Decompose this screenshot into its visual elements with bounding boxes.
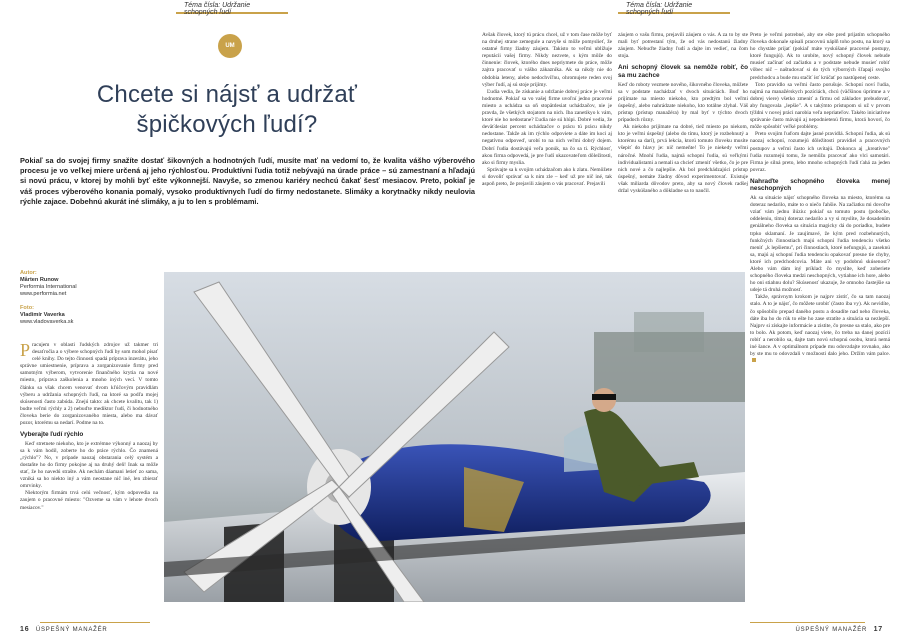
article-credits xyxy=(20,270,160,326)
magazine-logo-badge: UM xyxy=(218,34,242,58)
body-paragraph: Ak niekoho prijímate na dobré, tiež miesto po niekom, kto je veľmi úspešný (alebo do tímu, ktorý je rozbehnutý a ktorému sa darí), prvá lekcia, ktorú tomuto človeku musíte všepiť do hlavy je: nič nemeňte! To je niekedy veľmi náročné. Mnohí ľudia, najmä schopní ľudia, sú veľkými individualistami a nemali sa chcieť zmeniť všetko, čo je pre nich nové a čo najlepšie. Ak bol predchádzajúci prístup úspešný, nemáte žiadny dôvod experimentovať. Existuje však miliarda dôvodov preto, aby sa nový človek radšej držal vyskúšaného a dôkladne sa to naučil. xyxy=(618,124,748,194)
subheading-no-free-hand: Ani schopný človek sa nemôže robiť, čo sa mu zachce xyxy=(618,64,748,79)
body-paragraph: Toto pravidlo sa veľmi často porušuje. Schopní noví ľudia, najmä na manažérskych pozíciách, chcú (väčšinou úprimne a v dobrej viere) všetko zmeniť a firmu od základov prebudovať, aby fungovala „lepšie". A s takýmto prístupom si už v prvom týždni v novej práci narobia veľa nepriateľov. Takéto iniciatívne správanie často mávajú aj nepodnietenú firmu, ktorá hovorí, čo môže spôsobiť veľké problémy. xyxy=(750,81,890,131)
body-paragraph: Keď do roboty vezmete nového, šikovného človeka, môžete sa v podstate nachádzať v dvoch situáciách. Buď ho prijímate na miesto niekoho, kto predtým bol veľmi úspešný, alebo nahrádzate niekoho, kto totálne zlyhal. Váš prístup (prístup manažéra) by mal byť v týchto dvoch prípadoch rôzny. xyxy=(618,81,748,124)
body-paragraph: Preto svojim ľuďom dajte jasné pravidlá. Schopní ľudia, ak sú naozaj schopní, rozumejú dôležitosti pravidiel a pracovných postupov a veľmi často ich uvítajú. Dokonca aj „kreatívne" ľudia rozumejú tomu, že nemôžu pracovať ako vlci samotári. Firma je silná preto, lebo mnoho schopných ľudí ťahá za jeden povraz. xyxy=(750,131,890,173)
author-web: www.performia.net xyxy=(20,291,67,297)
header-topic-tag-right: Téma čísla: Udržanie schopných ľudí xyxy=(618,0,730,14)
page-number-right: 17 xyxy=(873,626,883,633)
body-paragraph: Preto je veľmi potrebné, aby ste ešte pred prijatím schopného človeka dokonale spísali pracovnú náplň toho postu, na ktorý sa ho chystáte prijať (pokiaľ máte vyskúšané pracovné postupy, ktoré fungujú). Ak to urobíte, nový schopný človek nebude musieť začínať od začiatku a v podstate nebude musieť robiť vôbec nič – naštudovať si do tých výborných šľapají svojho predchodcu a bude mu stačiť ísť krúčať po nastúpenej ceste. xyxy=(750,32,890,81)
magazine-name-left: ÚSPEŠNÝ MANAŽÉR xyxy=(35,627,108,633)
magazine-name-right: ÚSPEŠNÝ MANAŽÉR xyxy=(795,627,868,633)
footer-left xyxy=(16,626,108,633)
article-column-1 xyxy=(20,342,158,614)
photographer-web: www.vladovaverka.sk xyxy=(20,319,74,325)
body-paragraph: Keď stretnete niekoho, kto je extrémne výkonný a naozaj by sa k vám hodil, zoberte ho do práce rýchlo. Čo znamená „rýchlo"? No, v prípade naozaj obstarania celý systém a dostaňte ho do firmy pokojne aj na druhý deň! Inak sa môže stať, že ho navedú strašte. Ak nechám dáamani letieť zo sama, vzniká sa ho niekto iný a vám neostane nič iné, len zbierať omrvinky. xyxy=(20,440,158,490)
body-paragraph: Ľudia vedia, že získanie a udržanie dobrej práce je veľmi hodnotné. Pokiaľ sa vo vašej firme uvoľní jedno pracovné miesto a uchádza sa oň stopätdesiat uchádzačov, nie je pravda, že všetkých stojatom na nich. Iba zanetikyo k vám, ktoré nie ho nedostane? Ľudia nie sú hlúpi. Dobré vedia, že deväťdesiat percent uchádzačov o prácu tú prácu nikdy nedostane. Takže ak im rýchlo odpoviete a dáte im koci aj negatívnu odpoveď, urobí to na nich veľmi dobrý dojem. Dobrí ľudia dostávajú veľa ponúk, na čo sa ti. Rýchlosť, akou firma odpovedá, je pre ľudí ukazovateľom dôležitosti, ako si firmy myslia. xyxy=(482,88,612,166)
author-name: Mårten Runow xyxy=(20,277,59,283)
article-end-mark xyxy=(752,358,756,362)
author-label: Autor: xyxy=(20,270,37,276)
footer-right xyxy=(795,626,887,633)
body-paragraph: Ak sa situácie nájsť schopného človeka na miesto, ktorému sa doteraz nedarilo, máte to o niečo ľahšie. Na začiatku mi dovoľte vziať vám jednu ilúziu: pokiaľ sa tomuto postu (pobočke, oddeleniu, tímu) doteraz nedarilo a vy si myslíte, že dosadením geniálneho človeka sa situácia magicky dá do poriadku, budete trpko sklamaní. Je zaujímavé, že kým pred rozbehnutých, funkčných činnostiach majú schopní ľudia tendenciu všetko meniť „k lepšiemu", pri činnostiach, ktoré nefungujú, a zaseknú sa, majú aj schopní ľudia tendenciu opakovať presne tie chyby, ktoré ich predchodcovia. Máte ani vy podobnú skúsenosť? Alebo vám dám iný príklad: čo myslíte, keď zoberiete schopného človeka medzi neschopných, vytiahne ich hore, alebo ho oni stiahnu dolu? Skúsenosť ukazuje, že omnoho častejšie sa udeje tá druhá možnosť. xyxy=(750,195,890,294)
page-number-left: 16 xyxy=(20,626,30,633)
subheading-replace-person: Nahraďte schopného človeka menej neschopných xyxy=(750,177,890,193)
photo-label: Foto: xyxy=(20,305,34,311)
footer-rule-right xyxy=(750,622,865,623)
body-paragraph: Niektorým firmám trvá celú večnosť, kým odpovedia na zaujem o pracovné miesto: "Ozveme sa vám v lehote dvoch mesiacov." xyxy=(20,490,158,511)
article-lead: Pokiaľ sa do svojej firmy snažíte dostať šikovných a hodnotných ľudí, musíte mať na vedomí to, že kvalita vášho výberového procesu je vo veľkej miere určená aj jeho rýchlosťou. Produktívni ľudia totiž nebývajú na úrade práce – sú zamestnaní a hľadajú si novú prácu, v ktorej by mohli byť ešte výkonnejší. Navyše, so zmenou kariéry nechcú čakať šesť mesiacov. Preto, pokiaľ je váš proces výberového konania pomalý, vysoko produktívnych ľudí do firmy nedostanete. Slimáky a korytnačky nikdy neuloviа rýchle zajace. Dobehnú akurát iné slimáky, a ju to len s problémami. xyxy=(20,156,475,206)
article-title: Chcete si nájsť a udržať špičkových ľudí? xyxy=(96,81,358,138)
article-column-2 xyxy=(482,32,612,272)
airplane-illustration xyxy=(164,272,745,602)
drop-cap: P xyxy=(20,342,31,360)
subheading-hire-fast: Vyberajte ľudí rýchlo xyxy=(20,431,84,439)
article-column-3 xyxy=(618,32,748,272)
author-org: Performia International xyxy=(20,284,77,290)
body-paragraph: racujem v oblasti ľudských zdrojov už takmer tri desaťročia a o výbere schopných ľudí by som mohol písať celé knihy. Do tejto činnosti spadá príprava inzerátu, jeho správne umiestnenie, príprava a zorganizovanie firmy pred samotným výberom, vytvorenie finančného krytia na nové miesto, príprava zaškolenia a mnoho iných vecí. V tomto článku sa však chcem venovať dvom kľúčovým pravidlám výberu a udržania schopných ľudí, na ktoré sa podľa mojej skúsenosti často zabúda. Znejú takto: ak chcete kvalitu, tak 1) budte veľmi rýchly a 2) nebuďte mediktor ľudí, či hodnotného človeka berie do zorganizovaného miesta, alebo ma dávať pozor, ktorému sa nedarí. Podme na to. xyxy=(20,342,158,427)
body-paragraph: Správajte sa k svojim uchádzačom ako k zlatu. Nemôžete si dovoliť správať sa k nim zle – keď už pre nič iné, tak aspoň preto, že prejavili záujem o vás pracovať. Prejavili xyxy=(482,166,612,187)
article-column-4 xyxy=(750,32,890,602)
photographer-name: Vladimír Vaverka xyxy=(20,312,65,318)
body-paragraph: záujem o vašu firmu, prejavili záujem o vás. A za to by ste mali byť potrestaní tým, že od vás nedostanú žiadny záujem. Nebuďte žiadny ľudí a dajte im vedieť, na čom stoja. xyxy=(618,32,748,60)
body-paragraph: Avšak človek, ktorý tú prácu chcel, už v tom čase môže byť na druhej strane zemegule a navyše si môže pomyslieť, že ostatné firmy žiadny záujem. Takisto to veľmi ublížuje reputácii vašej firmy. Nikdy nezvete, s kým môže do činnenie: človek, ktorého dnes nepriymete do práce, môže zajtra pracovať u vášho zákazníka. Ak sa nikdy nie do obdobia leteny, alebo nedochvíľnu, ohromujete reden svoj výber ľudí, aj sú stoje prijímy. xyxy=(482,32,612,88)
body-paragraph: Takže, správnym krokom je najprv zistiť, čo sa tam naozaj stalo. A to je nájsť, čo môžete urobiť (často iba vy). Ak nevidíte, čo spôsobilo prepad daného postu a dosadíte nad neho človeka, dáte iba ho do rúk to ešte ho zase stratíte a situácia sa nezlepší. Najprv si získajte informácie a zistite, čo presne sa stalo, ako pre to bolo. Ak potom, keď naozaj viete, čo treba na danej pozícii robiť a nerobilo sa, dajte tam novú schopnú osobu, ktorá nemá iné šance. A v optimálnom prípade mu odovzdajte rovnako, ako by ste mu to odovzdali v možnosti dalo jeho. Držím vám palce. xyxy=(750,294,890,358)
airplane-photo xyxy=(164,272,745,602)
footer-rule-left xyxy=(40,622,150,623)
header-topic-tag-left: Téma čísla: Udržanie schopných ľudí xyxy=(176,0,288,14)
